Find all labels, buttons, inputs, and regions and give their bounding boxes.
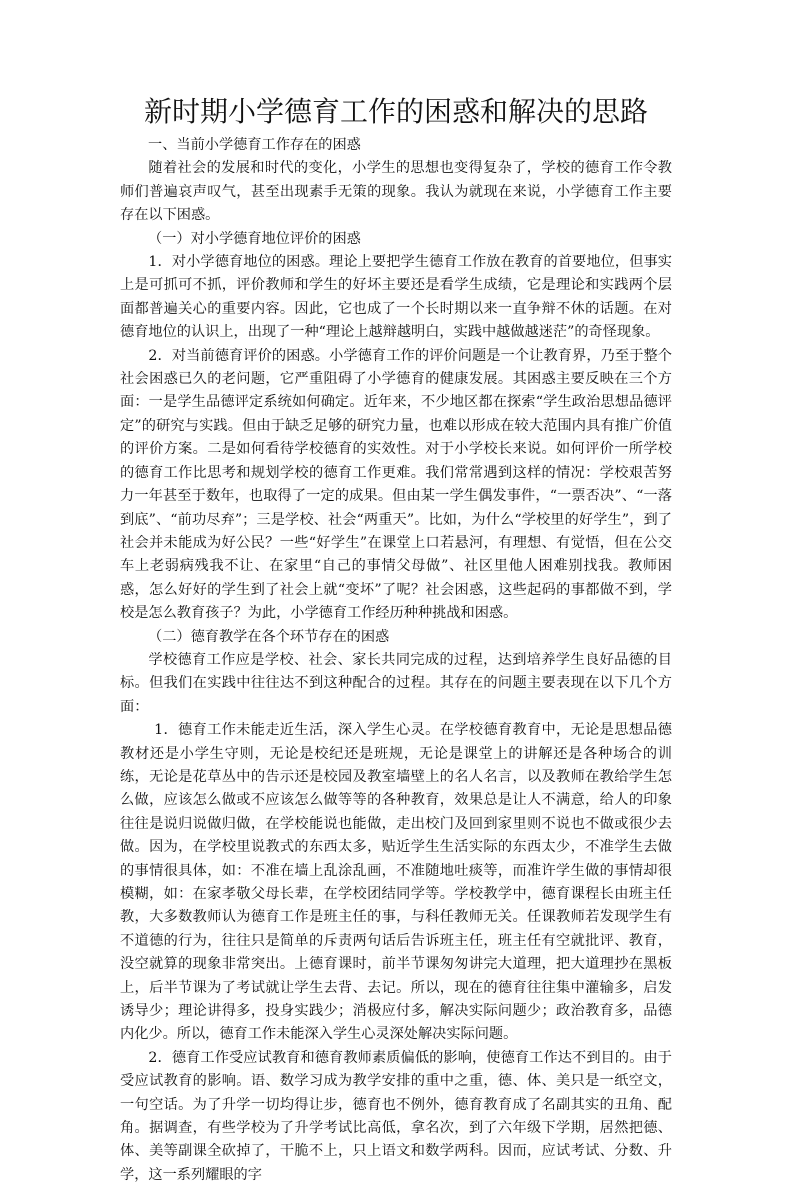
body-paragraph: 2．德育工作受应试教育和德育教师素质偏低的影响，使德育工作达不到目的。由于受应试教育的影响。语、数学习成为教学安排的重中之重，德、体、美只是一纸空文，一句空话。为了升学一切均得让步，德育也不例外，德育教育成了名副其实的丑角、配角。据调查，有些学校为了升学考试比高低，拿名次，到了六年级下学期，居然把德、体、美等副课全砍掉了，干脆不上，只上语文和数学两科。因而，应试考试、分数、升学，这一系列耀眼的字 [120, 1049, 672, 1183]
body-paragraph: 随着社会的发展和时代的变化，小学生的思想也变得复杂了，学校的德育工作令教师们普遍哀声叹气，甚至出现素手无策的现象。我认为就现在来说，小学德育工作主要存在以下困惑。 [120, 160, 672, 224]
body-paragraph: 1．对小学德育地位的困惑。理论上要把学生德育工作放在教育的首要地位，但事实上是可抓可不抓，评价教师和学生的好坏主要还是看学生成绩，它是理论和实践两个层面都普遍关心的重要内容。因此，它也成了一个长时期以来一直争辩不休的话题。在对德育地位的认识上，出现了一种“理论上越辩越明白，实践中越做越迷茫”的奇怪现象。 [120, 254, 672, 341]
body-paragraph: 1．德育工作未能走近生活，深入学生心灵。在学校德育教育中，无论是思想品德教材还是小学生守则，无论是校纪还是班规，无论是课堂上的讲解还是各种场合的训练，无论是花草丛中的告示还是校园及教室墙壁上的名人名言，以及教师在教给学生怎么做，应该怎么做或不应该怎么做等等的各种教育，效果总是让人不满意，给人的印象往往是说归说做归做，在学校能说也能做，走出校门及回到家里则不说也不做或很少去做。因为，在学校里说教式的东西太多，贴近学生生活实际的东西太少，不准学生去做的事情很具体，如：不准在墙上乱涂乱画，不准随地吐痰等，而准许学生做的事情却很模糊，如：在家孝敬父母长辈，在学校团结同学等。学校教学中，德育课程长由班主任教，大多数教师认为德育工作是班主任的事，与科任教师无关。任课教师若发现学生有不道德的行为，往往只是简单的斥责两句话后告诉班主任，班主任有空就批评、教育，没空就算的现象非常突出。上德育课时，前半节课匆匆讲完大道理，把大道理抄在黑板上，后半节课为了考试就让学生去背、去记。所以，现在的德育往往集中灌输多，启发诱导少；理论讲得多，投身实践少；消极应付多，解决实际问题少；政治教育多，品德内化少。所以，德育工作未能深入学生心灵深处解决实际问题。 [120, 722, 672, 1043]
subsection-heading-1: （一）对小学德育地位评价的困惑 [148, 230, 361, 247]
subsection-heading-2: （二）德育教学在各个环节存在的困惑 [148, 628, 390, 645]
document-page [120, 92, 672, 1187]
document-title: 新时期小学德育工作的困惑和解决的思路 [143, 95, 648, 128]
body-paragraph: 2．对当前德育评价的困惑。小学德育工作的评价问题是一个让教育界，乃至于整个社会困惑已久的老问题，它严重阻碍了小学德育的健康发展。其困惑主要反映在三个方面：一是学生品德评定系统如何确定。近年来，不少地区都在探索“学生政治思想品德评定”的研究与实践。但由于缺乏足够的研究力量，也难以形成在较大范围内具有推广价值的评价方案。二是如何看待学校德育的实效性。对于小学校长来说。如何评价一所学校的德育工作比思考和规划学校的德育工作更难。我们常常遇到这样的情况：学校艰苦努力一年甚至于数年，也取得了一定的成果。但由某一学生偶发事件，“一票否决”、“一落到底”、“前功尽弃”；三是学校、社会“两重天”。比如，为什么“学校里的好学生”，到了社会并未能成为好公民？一些“好学生”在课堂上口若悬河，有理想、有觉悟，但在公交车上老弱病残我不让、在家里“自己的事情父母做”、社区里他人困难别找我。教师困惑，怎么好好的学生到了社会上就“变坏”了呢？社会困惑，这些起码的事都做不到，学校是怎么教育孩子？为此，小学德育工作经历种种挑战和困惑。 [120, 347, 672, 622]
body-paragraph: 学校德育工作应是学校、社会、家长共同完成的过程，达到培养学生良好品德的目标。但我们在实践中往往达不到这种配合的过程。其存在的问题主要表现在以下几个方面： [120, 651, 672, 715]
section-heading-1: 一、当前小学德育工作存在的困惑 [148, 137, 361, 153]
